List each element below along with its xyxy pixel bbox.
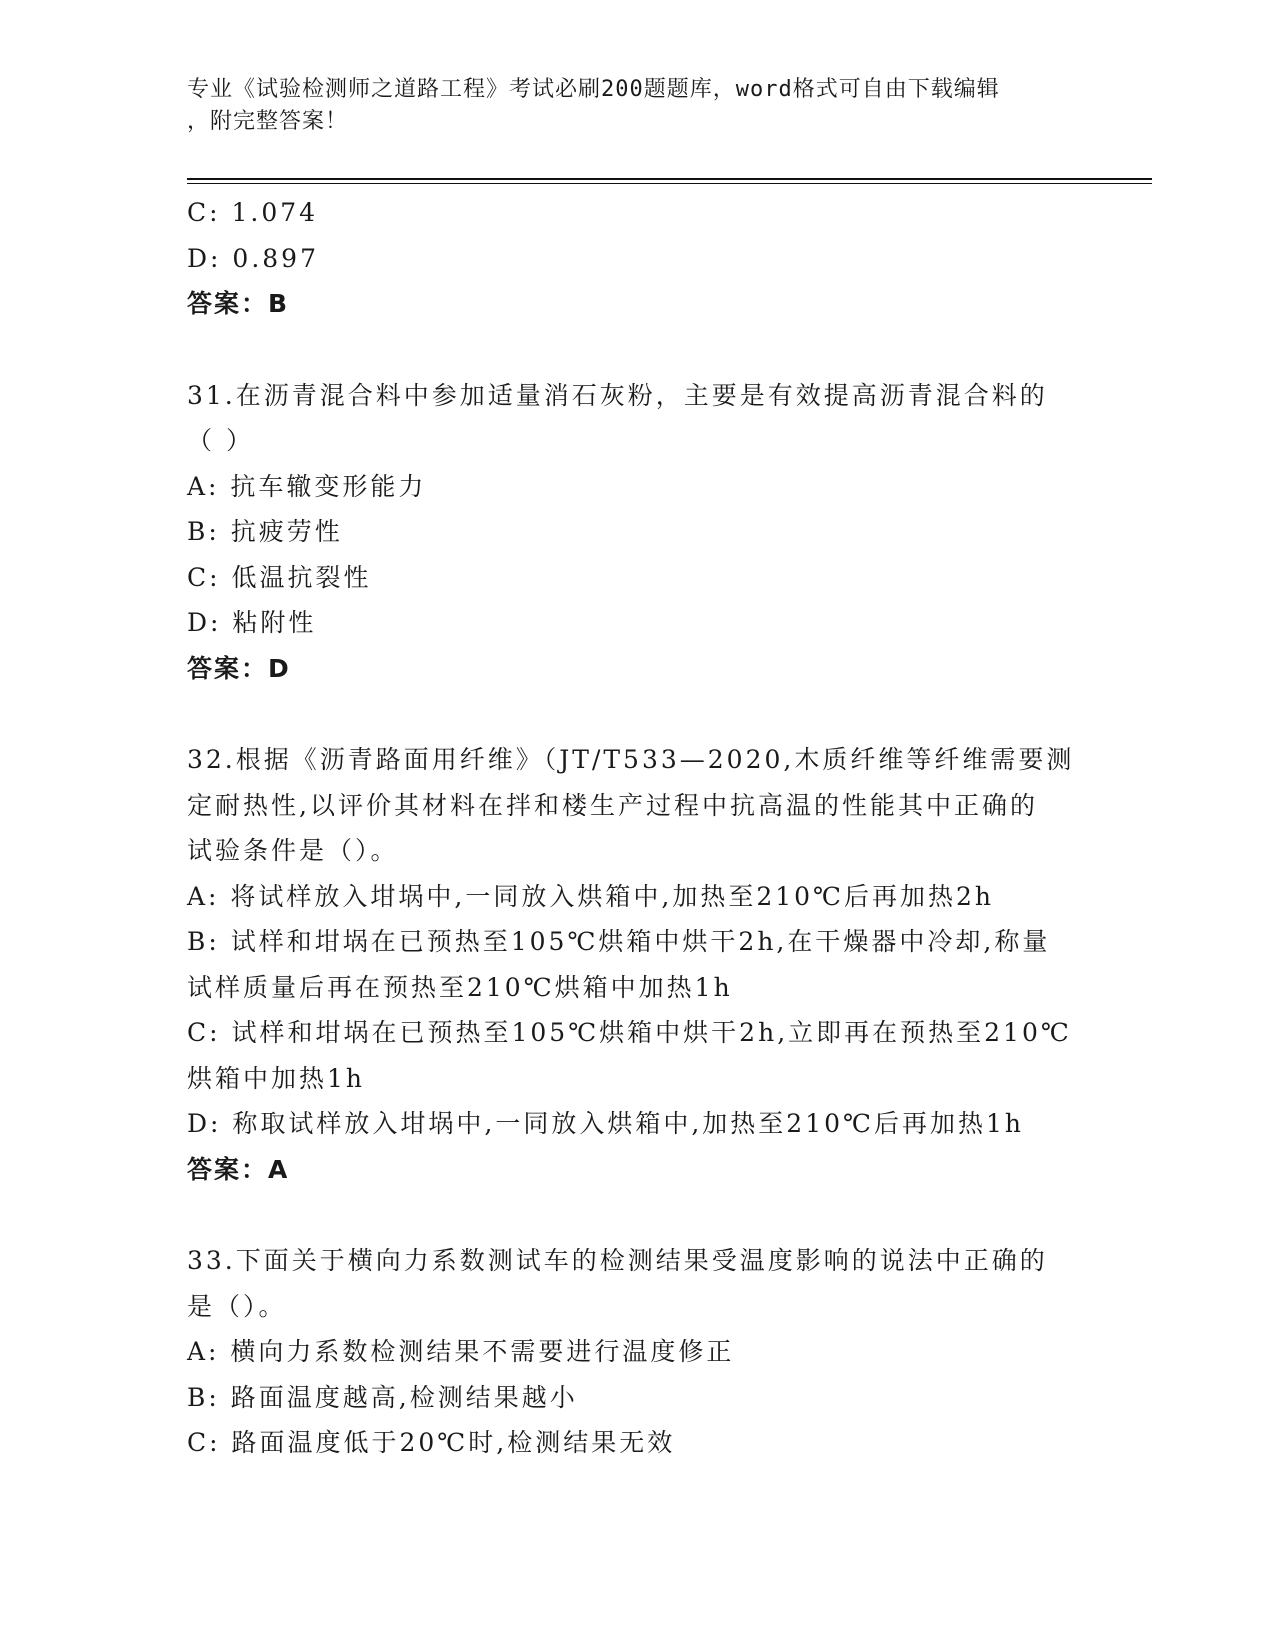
question-stem: 是（）。 <box>187 1291 287 1321</box>
carryover-question <box>187 190 1087 327</box>
document-header <box>187 74 1067 138</box>
question-gap <box>187 691 1087 737</box>
option-b: B: 路面温度越高,检测结果越小 <box>187 1382 578 1412</box>
question-31 <box>187 373 1087 692</box>
option-c: C: 试样和坩埚在已预热至105℃烘箱中烘干2h,立即再在预热至210℃ <box>187 1018 1072 1047</box>
option-c: C: 路面温度低于20℃时,检测结果无效 <box>187 1428 676 1457</box>
answer-line: 答案：D <box>187 653 291 683</box>
option-d: D: 0.897 <box>187 243 319 273</box>
answer-line: 答案：B <box>187 289 290 318</box>
question-stem: 33.下面关于横向力系数测试车的检测结果受温度影响的说法中正确的 <box>187 1246 1048 1275</box>
answer-line: 答案：A <box>187 1154 290 1184</box>
option-b-continued: 试样质量后再在预热至210℃烘箱中加热1h <box>187 972 733 1002</box>
option-d: D: 粘附性 <box>187 608 317 637</box>
question-32 <box>187 737 1087 1192</box>
option-a: A: 横向力系数检测结果不需要进行温度修正 <box>187 1337 735 1366</box>
option-d: D: 称取试样放入坩埚中,一同放入烘箱中,加热至210℃后再加热1h <box>187 1109 1024 1138</box>
option-c: C: 低温抗裂性 <box>187 562 372 592</box>
question-content <box>187 190 1087 1466</box>
option-b: B: 试样和坩埚在已预热至105℃烘箱中烘干2h,在干燥器中冷却,称量 <box>187 927 1051 956</box>
header-divider-thick <box>187 178 1152 180</box>
question-gap <box>187 327 1087 373</box>
option-a: A: 将试样放入坩埚中,一同放入烘箱中,加热至210℃后再加热2h <box>187 881 995 911</box>
question-stem: 32.根据《沥青路面用纤维》（JT/T533—2020,木质纤维等纤维需要测 <box>187 745 1075 774</box>
question-gap <box>187 1192 1087 1238</box>
question-stem: （ ） <box>187 426 254 455</box>
header-line-2: ，附完整答案！ <box>187 109 349 134</box>
option-c-continued: 烘箱中加热1h <box>187 1063 366 1093</box>
header-line-1: 专业《试验检测师之道路工程》考试必刷200题题库，word格式可自由下载编辑 <box>187 77 1000 102</box>
question-stem: 31.在沥青混合料中参加适量消石灰粉，主要是有效提高沥青混合料的 <box>187 380 1048 410</box>
question-stem: 定耐热性,以评价其材料在拌和楼生产过程中抗高温的性能其中正确的 <box>187 790 1038 820</box>
option-c: C: 1.074 <box>187 198 319 227</box>
option-b: B: 抗疲劳性 <box>187 517 343 546</box>
option-a: A: 抗车辙变形能力 <box>187 471 427 501</box>
question-33 <box>187 1238 1087 1466</box>
header-divider-thin <box>187 183 1152 184</box>
question-stem: 试验条件是（）。 <box>187 836 399 865</box>
